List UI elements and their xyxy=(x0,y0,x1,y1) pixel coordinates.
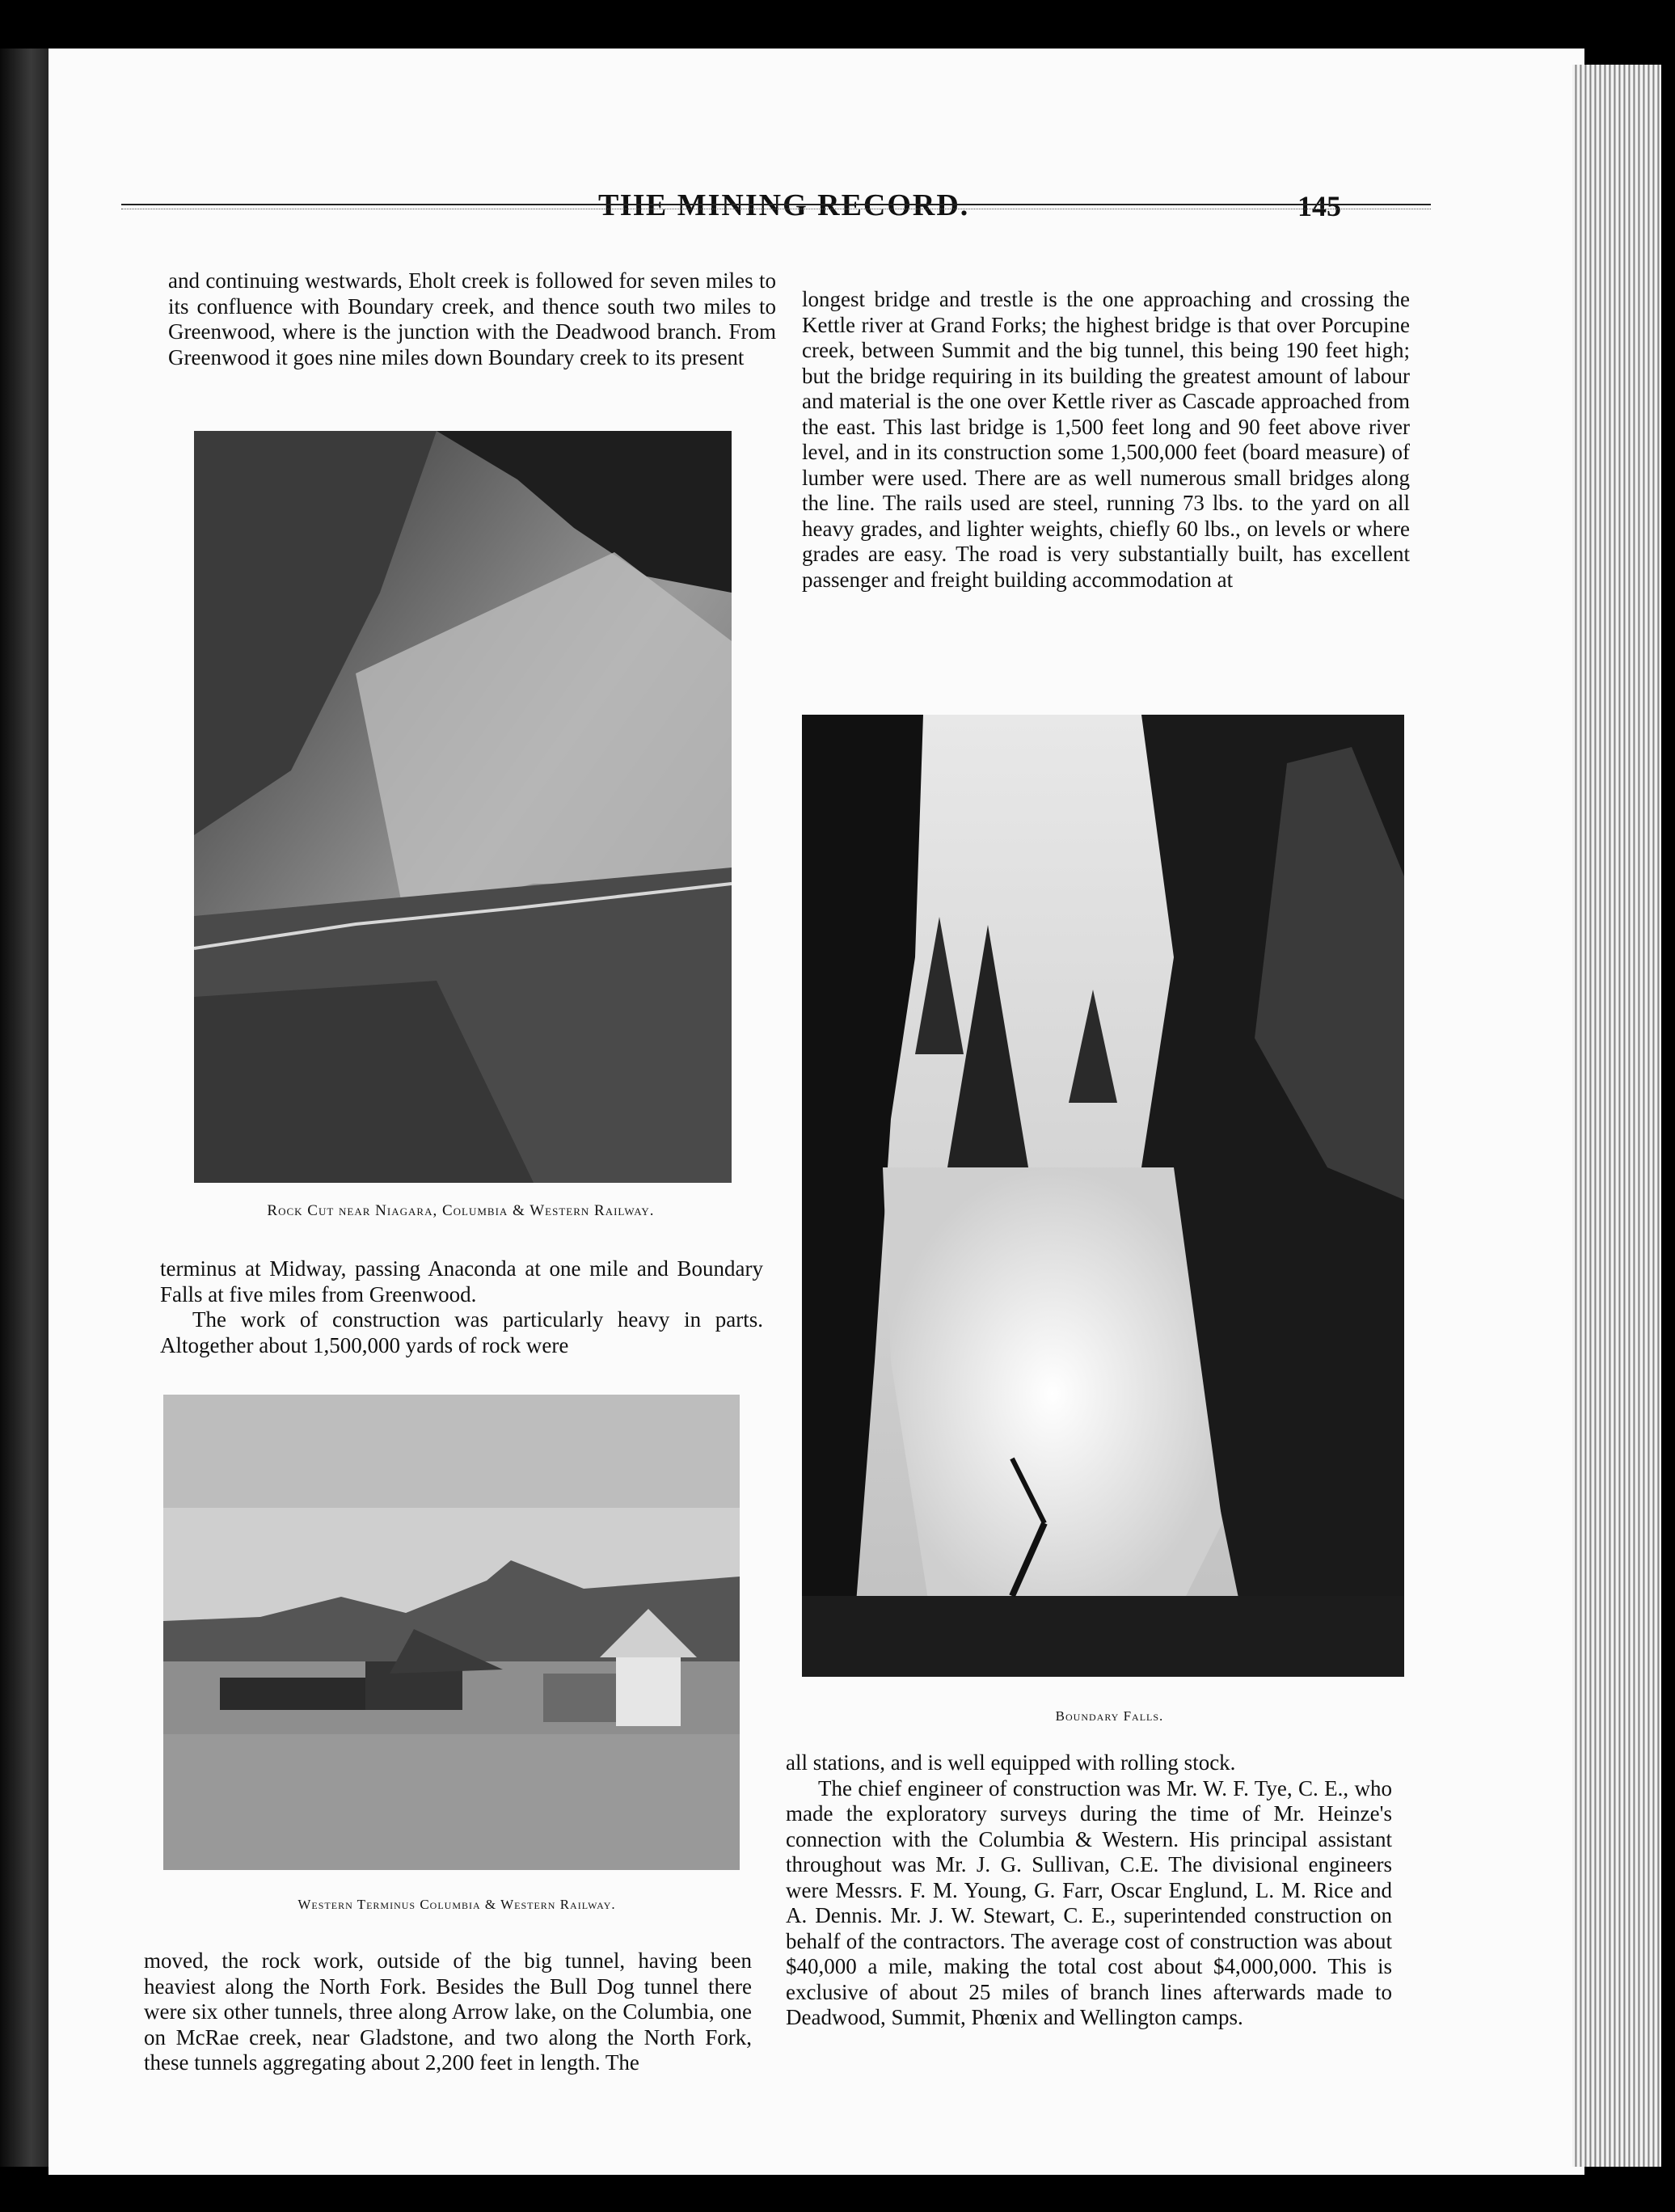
page-number: 145 xyxy=(1297,190,1341,222)
right-paragraph-bottom: all stations, and is well equipped with rolling stock. The chief engineer of construction was Mr. W. F. Tye, C. E., who made the exploratory surveys during the time of Mr. Heinze's connection with the Columbia & Western. His principal assistant throughout was Mr. J. G. Sullivan, C.E. The divisional engineers were Messrs. F. M. Young, G. Farr, Oscar Englund, L. M. Rice and A. Dennis. Mr. J. W. Stewart, C. E., superintended construction on behalf of the contractors. The average cost of construction was about $40,000 a mile, making the total cost about $4,000,000. This is exclusive of about 25 miles of branch lines afterwards made to Deadwood, Summit, Phœnix and Wellington camps. xyxy=(786,1750,1392,2029)
photo-boundary-falls xyxy=(802,715,1404,1677)
caption-western-terminus: Western Terminus Columbia & Western Railway. xyxy=(297,1897,616,1912)
photo-western-terminus xyxy=(163,1395,740,1870)
falls-image xyxy=(802,715,1404,1677)
caption-rock-cut: Rock Cut near Niagara, Columbia & Western Railway. xyxy=(267,1202,655,1219)
terminus-image xyxy=(163,1395,740,1870)
caption-boundary-falls: Boundary Falls. xyxy=(1055,1708,1164,1724)
left-paragraph-bottom: moved, the rock work, outside of the big tunnel, having been heaviest along the North Fork. Besides the Bull Dog tunnel there were six other tunnels, three along Arrow lake, on the Columbia, one on McRae creek, near Gladstone, and two along the North Fork, these tunnels aggregating about 2,200 feet in length. The xyxy=(144,1948,752,2075)
left-paragraph-mid: terminus at Midway, passing Anaconda at one mile and Boundary Falls at five miles from Greenwood. The work of construction was particularly heavy in parts. Altogether about 1,500,000 yards of rock were xyxy=(160,1256,763,1357)
right-paragraph-top: longest bridge and trestle is the one approaching and crossing the Kettle river at Grand Forks; the highest bridge is that over Porcupine creek, between Summit and the big tunnel, this being 190 feet high; but the bridge requiring in its building the greatest amount of labour and material is the one over Kettle river as Cascade approached from the east. This last bridge is 1,500 feet long and 90 feet above river level, and in its construction some 1,500,000 feet (board measure) of lumber were used. There are as well numerous small bridges along the line. The rails used are steel, running 73 lbs. to the yard on all heavy grades, and lighter weights, chiefly 60 lbs., on levels or where grades are easy. The road is very substantially built, has excellent passenger and freight building accommodation at xyxy=(802,287,1410,592)
header-rule xyxy=(121,204,1431,205)
left-paragraph-top: and continuing westwards, Eholt creek is followed for seven miles to its confluence with Boundary creek, and thence south two miles to Greenwood, where is the junction with the Deadwood branch. From Greenwood it goes nine miles down Boundary creek to its present xyxy=(168,268,776,369)
rock-cut-image xyxy=(194,431,732,1183)
page-edges xyxy=(1572,65,1661,2167)
photo-rock-cut xyxy=(194,431,732,1183)
running-title: THE MINING RECORD. xyxy=(598,188,970,222)
